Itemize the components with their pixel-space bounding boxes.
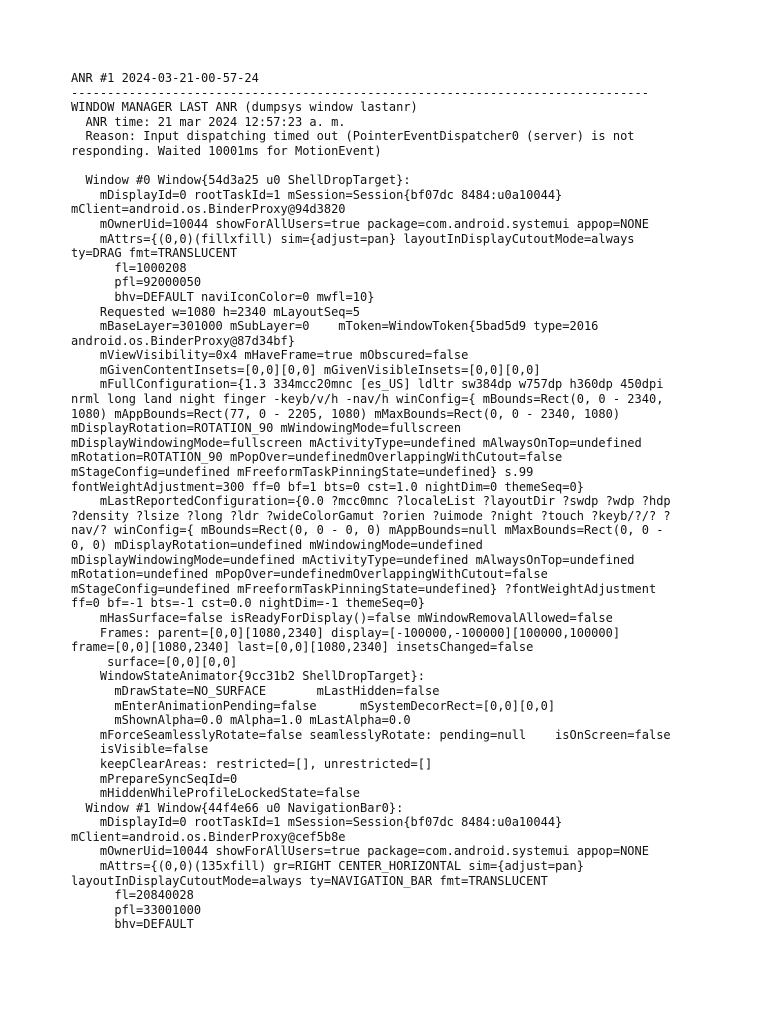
log-line: ANR time: 21 mar 2024 12:57:23 a. m. [71,114,346,129]
log-line: nav/? winConfig={ mBounds=Rect(0, 0 - 0, 0) mAppBounds=null mMaxBounds=Rect(0, 0 - [71,523,664,538]
log-line: mLastReportedConfiguration={0.0 ?mcc0mnc ?localeList ?layoutDir ?swdp ?wdp ?hdp [71,494,671,509]
log-line: mStageConfig=undefined mFreeformTaskPinningState=undefined} s.99 [71,465,534,480]
log-line: bhv=DEFAULT [71,917,194,932]
log-line: 0, 0) mDisplayRotation=undefined mWindowingMode=undefined [71,538,483,552]
log-line: mRotation=ROTATION_90 mPopOver=undefinedmOverlappingWithCutout=false [71,450,563,465]
log-line: mAttrs={(0,0)(135xfill) gr=RIGHT CENTER_HORIZONTAL sim={adjust=pan} [71,859,584,874]
log-line: mGivenContentInsets=[0,0][0,0] mGivenVisibleInsets=[0,0][0,0] [71,362,541,377]
log-line: isVisible=false [71,742,209,757]
log-line: mDisplayId=0 rootTaskId=1 mSession=Session{bf07dc 8484:u0a10044} [71,815,563,830]
log-line: surface=[0,0][0,0] [71,654,238,669]
log-line [71,159,711,174]
log-line: mDisplayWindowingMode=undefined mActivityType=undefined mAlwaysOnTop=undefined [71,552,635,567]
log-line: mDisplayRotation=ROTATION_90 mWindowingMode=fullscreen [71,421,462,436]
log-line: android.os.BinderProxy@87d34bf} [71,333,295,348]
log-line: Frames: parent=[0,0][1080,2340] display=[-100000,-100000][100000,100000] [71,625,621,640]
log-line: mRotation=undefined mPopOver=undefinedmOverlappingWithCutout=false [71,567,548,582]
log-line: mViewVisibility=0x4 mHaveFrame=true mObscured=false [71,348,469,363]
log-line: mForceSeamlesslyRotate=false seamlesslyRotate: pending=null isOnScreen=false [71,727,671,742]
log-line: Reason: Input dispatching timed out (PointerEventDispatcher0 (server) is not [71,129,635,144]
log-line: 1080) mAppBounds=Rect(77, 0 - 2205, 1080) mMaxBounds=Rect(0, 0 - 2340, 1080) [71,406,621,421]
log-line: WINDOW MANAGER LAST ANR (dumpsys window lastanr) [71,100,418,115]
log-line: mClient=android.os.BinderProxy@94d3820 [71,202,346,217]
log-line: mOwnerUid=10044 showForAllUsers=true package=com.android.systemui appop=NONE [71,844,649,859]
log-line: mBaseLayer=301000 mSubLayer=0 mToken=WindowToken{5bad5d9 type=2016 [71,319,599,334]
log-line: mClient=android.os.BinderProxy@cef5b8e [71,829,346,844]
log-line: Window #1 Window{44f4e66 u0 NavigationBar0}: [71,800,404,815]
log-line: pfl=33001000 [71,902,202,917]
log-line: Requested w=1080 h=2340 mLayoutSeq=5 [71,304,360,319]
log-line: ty=DRAG fmt=TRANSLUCENT [71,246,238,261]
log-line: mDrawState=NO_SURFACE mLastHidden=false [71,683,440,698]
log-line: mAttrs={(0,0)(fillxfill) sim={adjust=pan} layoutInDisplayCutoutMode=always [71,231,635,246]
log-line: mShownAlpha=0.0 mAlpha=1.0 mLastAlpha=0.0 [71,713,411,728]
log-line: mFullConfiguration={1.3 334mcc20mnc [es_US] ldltr sw384dp w757dp h360dp 450dpi [71,377,664,392]
log-line: mEnterAnimationPending=false mSystemDecorRect=[0,0][0,0] [71,698,556,713]
log-line: layoutInDisplayCutoutMode=always ty=NAVIGATION_BAR fmt=TRANSLUCENT [71,873,548,888]
log-line: WindowStateAnimator{9cc31b2 ShellDropTarget}: [71,669,426,684]
log-line: nrml long land night finger -keyb/v/h -nav/h winConfig={ mBounds=Rect(0, 0 - 2340, [71,392,664,407]
log-line: fl=1000208 [71,260,187,275]
log-line: keepClearAreas: restricted=[], unrestricted=[] [71,756,433,771]
log-line: mHiddenWhileProfileLockedState=false [71,786,360,801]
log-line: bhv=DEFAULT naviIconColor=0 mwfl=10} [71,289,375,304]
log-line: pfl=92000050 [71,275,202,290]
log-line: mDisplayId=0 rootTaskId=1 mSession=Session{bf07dc 8484:u0a10044} [71,187,563,202]
log-line: ?density ?lsize ?long ?ldr ?wideColorGamut ?orien ?uimode ?night ?touch ?keyb/?/? ? [71,508,671,523]
log-line: mDisplayWindowingMode=fullscreen mActivityType=undefined mAlwaysOnTop=undefined [71,435,642,450]
log-line: frame=[0,0][1080,2340] last=[0,0][1080,2340] insetsChanged=false [71,640,534,655]
log-line: fontWeightAdjustment=300 ff=0 bf=1 bts=0 cst=1.0 nightDim=0 themeSeq=0} [71,479,584,494]
log-line: mPrepareSyncSeqId=0 [71,771,238,786]
anr-log-document [71,71,711,932]
log-line: responding. Waited 10001ms for MotionEvent) [71,143,382,158]
log-line: ANR #1 2024-03-21-00-57-24 [71,71,259,85]
log-line: fl=20840028 [71,888,194,903]
log-line: mOwnerUid=10044 showForAllUsers=true package=com.android.systemui appop=NONE [71,216,649,231]
log-line: -------------------------------------------------------------------------------- [71,85,649,100]
log-line: ff=0 bf=-1 bts=-1 cst=0.0 nightDim=-1 themeSeq=0} [71,596,426,611]
log-line: mStageConfig=undefined mFreeformTaskPinningState=undefined} ?fontWeightAdjustment [71,581,657,596]
log-line: mHasSurface=false isReadyForDisplay()=false mWindowRemovalAllowed=false [71,610,613,625]
log-line: Window #0 Window{54d3a25 u0 ShellDropTarget}: [71,173,411,188]
